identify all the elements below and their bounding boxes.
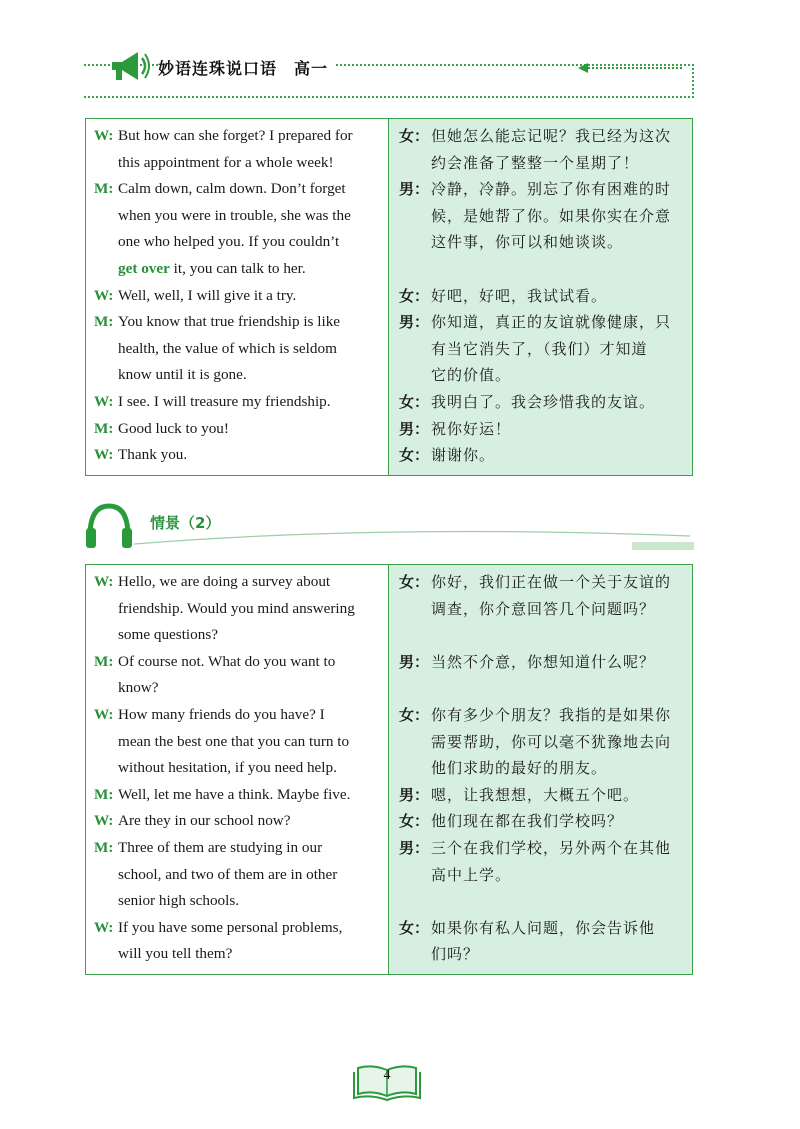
speaker-label	[94, 150, 118, 177]
chinese-text: 高中上学。	[431, 865, 512, 884]
english-text: health, the value of which is seldom	[118, 339, 337, 357]
english-column	[86, 119, 389, 475]
english-line	[94, 649, 380, 676]
english-line	[94, 229, 380, 256]
chinese-line	[399, 755, 682, 782]
chinese-line	[399, 729, 682, 756]
english-text: know?	[118, 679, 159, 697]
chinese-text: 三个在我们学校，另外两个在其他	[431, 838, 672, 857]
english-text: But how can she forget? I prepared for	[118, 127, 353, 144]
chinese-line	[399, 416, 682, 443]
speaker-label	[94, 336, 118, 363]
speaker-label	[399, 888, 431, 915]
speaker-label	[399, 729, 431, 756]
english-line	[94, 150, 380, 177]
chinese-line	[399, 229, 682, 256]
speaker-label: W:	[94, 286, 114, 304]
chinese-text: 好吧，好吧，我试试看。	[431, 286, 608, 305]
english-line	[94, 729, 380, 756]
chinese-line	[399, 442, 682, 469]
english-line	[94, 336, 380, 363]
chinese-text: 你有多少个朋友？我指的是如果你	[431, 705, 672, 724]
chinese-line	[399, 283, 682, 310]
english-text: get over it, you can talk to her.	[118, 259, 306, 277]
speaker-label	[399, 941, 431, 968]
speaker-label: 女：	[399, 127, 430, 145]
speaker-label	[94, 888, 118, 915]
english-line	[94, 755, 380, 782]
speaker-label: W:	[94, 392, 114, 410]
chinese-text: 有当它消失了，（我们）才知道	[431, 339, 648, 358]
dialog-table-2	[85, 564, 693, 975]
english-text: Good luck to you!	[118, 419, 229, 437]
speaker-label	[94, 729, 118, 756]
chinese-line	[399, 389, 682, 416]
speaker-label: 女：	[399, 812, 430, 831]
english-text: one who helped you. If you couldn’t	[118, 233, 340, 251]
speaker-label	[399, 229, 431, 256]
chinese-line	[399, 941, 682, 968]
speaker-label	[94, 596, 118, 623]
speaker-label	[399, 755, 431, 782]
english-line	[94, 389, 380, 416]
english-text: If you have some personal problems,	[118, 918, 343, 936]
scene-title: 情景（2）	[150, 514, 221, 532]
speaker-label	[399, 336, 431, 363]
speaker-label: 男：	[399, 419, 430, 438]
english-text: You know that true friendship is like	[118, 313, 341, 331]
speaker-label	[399, 150, 431, 177]
english-line	[94, 256, 380, 283]
english-text: when you were in trouble, she was the	[118, 206, 351, 224]
speaker-label	[399, 862, 431, 889]
speaker-label	[94, 622, 118, 649]
speaker-label	[399, 362, 431, 389]
english-line	[94, 123, 380, 150]
speaker-label: 女：	[399, 705, 430, 724]
english-text: without hesitation, if you need help.	[118, 759, 337, 777]
chinese-line	[399, 596, 682, 623]
speaker-label: 男：	[399, 652, 430, 671]
chinese-line	[399, 256, 682, 283]
speaker-label	[94, 675, 118, 702]
dialog-table-1	[85, 118, 693, 476]
english-line	[94, 941, 380, 968]
chinese-line	[399, 569, 682, 596]
chinese-line	[399, 123, 682, 150]
chinese-text: 调查，你介意回答几个问题吗？	[431, 599, 656, 618]
english-text: Three of them are studying in our	[118, 838, 323, 856]
speaker-label: M:	[94, 652, 114, 670]
english-line	[94, 442, 380, 469]
chinese-text: 当然不介意，你想知道什么呢？	[431, 652, 656, 671]
english-line	[94, 835, 380, 862]
speaker-label: W:	[94, 918, 114, 936]
chinese-line	[399, 336, 682, 363]
page-number: 4	[383, 1068, 391, 1083]
english-text: Thank you.	[118, 446, 188, 464]
english-text: Calm down, calm down. Don’t forget	[118, 180, 346, 198]
speaker-label	[94, 941, 118, 968]
speaker-label: 男：	[399, 313, 430, 332]
speaker-label: 男：	[399, 838, 430, 857]
english-line	[94, 888, 380, 915]
english-line	[94, 569, 380, 596]
headphones-icon	[84, 498, 136, 554]
english-line	[94, 203, 380, 230]
speaker-label	[94, 203, 118, 230]
chinese-line	[399, 622, 682, 649]
english-line	[94, 862, 380, 889]
chinese-text: 我明白了。我会珍惜我的友谊。	[431, 392, 656, 411]
chinese-line	[399, 362, 682, 389]
chinese-text: 他们现在都在我们学校吗？	[431, 812, 624, 831]
chinese-text: 需要帮助，你可以毫不犹豫地去向	[431, 732, 672, 751]
chinese-column	[389, 119, 692, 475]
chinese-text: 但她怎么能忘记呢？我已经为这次	[431, 127, 672, 145]
chinese-column	[389, 565, 692, 974]
chinese-text: 们吗？	[431, 945, 480, 964]
speaker-label	[399, 622, 431, 649]
chinese-line	[399, 150, 682, 177]
chinese-line	[399, 808, 682, 835]
chinese-line	[399, 649, 682, 676]
english-line	[94, 782, 380, 809]
speaker-label: 女：	[399, 573, 430, 591]
speaker-label: 男：	[399, 785, 430, 804]
highlight-phrase: get over	[118, 259, 170, 277]
speaker-label	[94, 362, 118, 389]
speaker-label: M:	[94, 838, 114, 856]
chinese-line	[399, 203, 682, 230]
chinese-text: 祝你好运！	[431, 419, 512, 438]
english-line	[94, 622, 380, 649]
chinese-text: 这件事，你可以和她谈谈。	[431, 233, 624, 252]
speaker-label: M:	[94, 419, 114, 437]
speaker-label: W:	[94, 705, 114, 723]
chinese-line	[399, 862, 682, 889]
speaker-label: M:	[94, 785, 114, 803]
chinese-text: 它的价值。	[431, 366, 512, 385]
speaker-label: 女：	[399, 918, 430, 937]
chinese-line	[399, 176, 682, 203]
speaker-label: W:	[94, 127, 114, 144]
chinese-line	[399, 675, 682, 702]
english-text: senior high schools.	[118, 892, 240, 910]
chinese-text	[431, 622, 682, 649]
english-text: will you tell them?	[118, 945, 233, 963]
header-title: 妙语连珠说口语 高一	[158, 56, 334, 79]
chinese-line	[399, 782, 682, 809]
chinese-text: 谢谢你。	[431, 446, 496, 465]
chinese-text	[431, 675, 682, 702]
english-text: friendship. Would you mind answering	[118, 599, 355, 617]
english-column	[86, 565, 389, 974]
english-line	[94, 416, 380, 443]
speaker-label	[94, 755, 118, 782]
english-line	[94, 283, 380, 310]
speaker-label: M:	[94, 180, 114, 198]
speaker-label	[399, 203, 431, 230]
chinese-line	[399, 835, 682, 862]
chinese-line	[399, 888, 682, 915]
english-line	[94, 915, 380, 942]
english-line	[94, 309, 380, 336]
speaker-label: W:	[94, 573, 114, 590]
chinese-text: 冷静，冷静。别忘了你有困难的时	[431, 180, 672, 199]
english-text: school, and two of them are in other	[118, 865, 338, 883]
speaker-label: M:	[94, 313, 114, 331]
english-text: Of course not. What do you want to	[118, 652, 336, 670]
chinese-text: 如果你有私人问题，你会告诉他	[431, 918, 656, 937]
speaker-label	[399, 675, 431, 702]
english-text: Well, let me have a think. Maybe five.	[118, 785, 351, 803]
english-text: mean the best one that you can turn to	[118, 732, 350, 750]
english-text: How many friends do you have? I	[118, 705, 325, 723]
speaker-label: W:	[94, 812, 114, 830]
english-line	[94, 176, 380, 203]
english-line	[94, 596, 380, 623]
chinese-text	[431, 256, 682, 283]
english-text: know until it is gone.	[118, 366, 247, 384]
english-text: I see. I will treasure my friendship.	[118, 392, 331, 410]
english-line	[94, 362, 380, 389]
chinese-text: 约会准备了整整一个星期了！	[431, 153, 640, 172]
chinese-text: 他们求助的最好的朋友。	[431, 759, 608, 778]
english-text: this appointment for a whole week!	[118, 153, 334, 171]
chinese-line	[399, 309, 682, 336]
speaker-label	[94, 862, 118, 889]
speaker-label: 男：	[399, 180, 430, 199]
chinese-text	[431, 888, 682, 915]
speaker-label	[399, 256, 431, 283]
chinese-line	[399, 915, 682, 942]
english-line	[94, 675, 380, 702]
speaker-label: 女：	[399, 286, 430, 305]
speaker-label: W:	[94, 446, 114, 464]
speaker-label	[94, 229, 118, 256]
speaker-label	[399, 596, 431, 623]
chinese-text: 嗯，让我想想，大概五个吧。	[431, 785, 640, 804]
chinese-text: 你知道，真正的友谊就像健康，只	[431, 313, 672, 332]
chinese-line	[399, 702, 682, 729]
speaker-label: 女：	[399, 446, 430, 465]
english-text: Are they in our school now?	[118, 812, 291, 830]
arrow-left-icon	[578, 62, 684, 74]
chinese-text: 你好，我们正在做一个关于友谊的	[431, 573, 672, 591]
english-line	[94, 808, 380, 835]
speaker-label	[94, 256, 118, 283]
megaphone-icon	[108, 48, 152, 84]
english-text: Well, well, I will give it a try.	[118, 286, 297, 304]
english-text: Hello, we are doing a survey about	[118, 573, 331, 590]
english-text: some questions?	[118, 626, 218, 644]
english-line	[94, 702, 380, 729]
chinese-text: 候，是她帮了你。如果你实在介意	[431, 206, 672, 225]
speaker-label: 女：	[399, 392, 430, 411]
